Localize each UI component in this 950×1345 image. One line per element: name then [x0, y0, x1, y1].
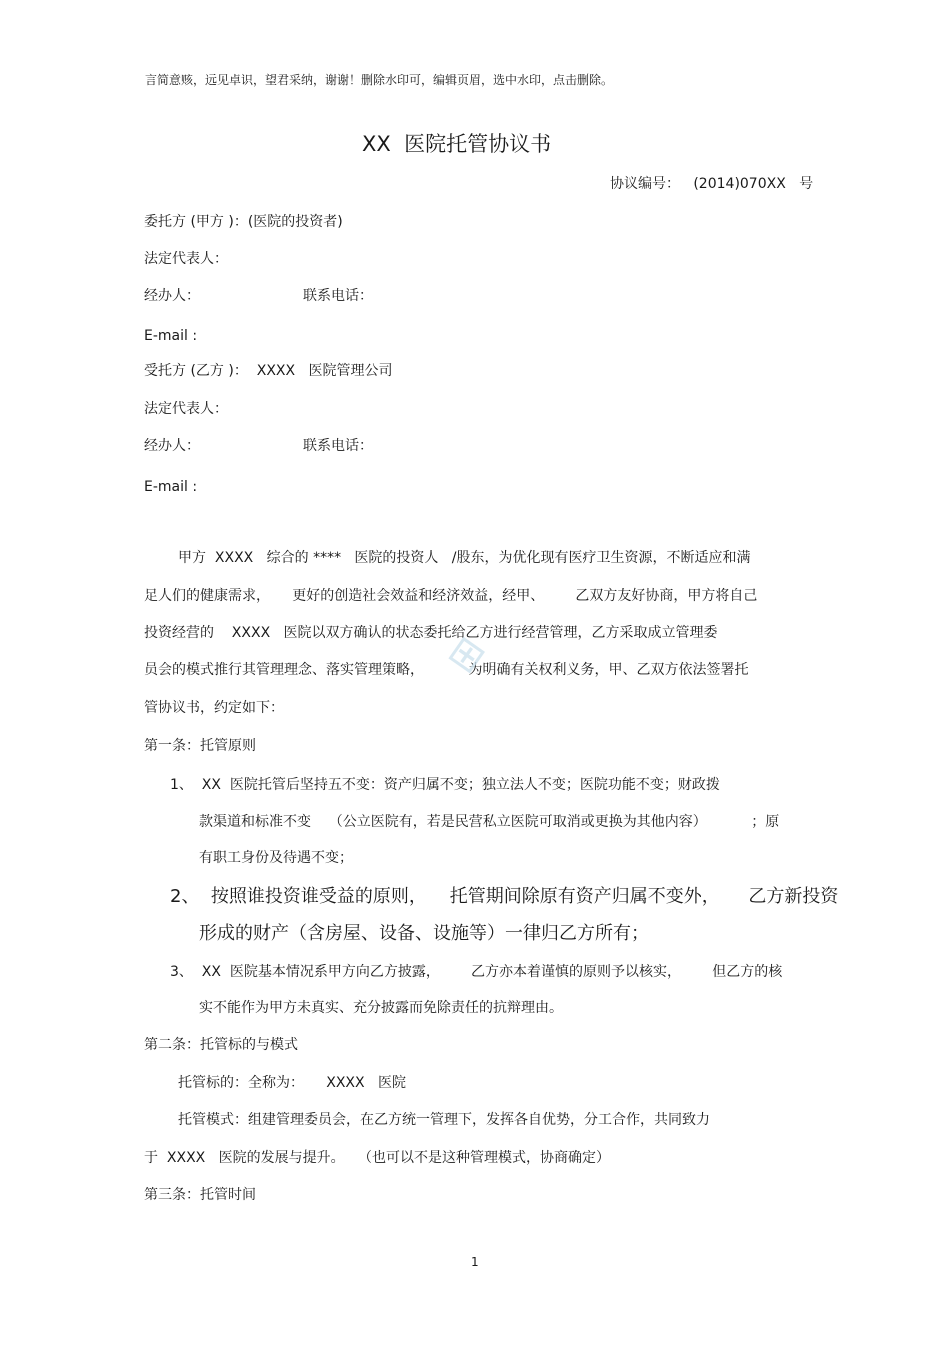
- intro-line: 足人们的健康需求， 更好的创造社会效益和经济效益，经甲、 乙双方友好协商，甲方将自己: [144, 588, 758, 604]
- article-1-item: 形成的财产（含房屋、设备、设施等）一律归乙方所有；: [199, 923, 649, 944]
- party-b-line: 受托方 (乙方 )： XXXX 医院管理公司: [144, 363, 393, 379]
- party-b-email: E-mail :: [144, 479, 198, 495]
- intro-line: 投资经营的 XXXX 医院以双方确认的状态委托给乙方进行经营管理，乙方采取成立管理委: [144, 625, 718, 641]
- intro-line: 员会的模式推行其管理理念、落实管理策略， 为明确有关权利义务，甲、乙双方依法签署托: [144, 662, 749, 678]
- article-1-item: 2、 按照谁投资谁受益的原则， 托管期间除原有资产归属不变外， 乙方新投资: [170, 886, 839, 907]
- intro-line: 甲方 XXXX 综合的 **** 医院的投资人 /股东，为优化现有医疗卫生资源，不断适应和满: [178, 550, 751, 566]
- article-1-item: 有职工身份及待遇不变；: [199, 850, 353, 866]
- agreement-number: 协议编号： (2014)070XX 号: [610, 176, 814, 192]
- party-a-phone: 联系电话：: [303, 288, 373, 304]
- intro-line: 管协议书，约定如下：: [144, 700, 284, 716]
- article-1-item: 款渠道和标准不变 （公立医院有，若是民营私立医院可取消或更换为其他内容） ；原: [199, 814, 780, 830]
- article-1-item: 实不能作为甲方未真实、充分披露而免除责任的抗辩理由。: [199, 1000, 563, 1016]
- party-b-handler: 经办人：: [144, 438, 200, 454]
- party-b-representative: 法定代表人：: [144, 401, 228, 417]
- page-header-note: 言简意赅，远见卓识，望君采纳，谢谢！删除水印可，编辑页眉，选中水印，点击删除。: [145, 73, 614, 87]
- article-1-title: 第一条：托管原则: [144, 738, 256, 754]
- watermark-logo: ⊞: [440, 626, 494, 684]
- article-1-item: 3、 XX 医院基本情况系甲方向乙方披露， 乙方亦本着谨慎的原则予以核实， 但乙方的核: [170, 964, 783, 980]
- party-a-handler: 经办人：: [144, 288, 200, 304]
- party-b-phone: 联系电话：: [303, 438, 373, 454]
- article-2-line: 于 XXXX 医院的发展与提升。 （也可以不是这种管理模式，协商确定）: [144, 1150, 610, 1166]
- party-a-line: 委托方 (甲方 )：(医院的投资者): [144, 214, 343, 230]
- page-number: 1: [471, 1255, 479, 1269]
- document-title: XX 医院托管协议书: [362, 132, 552, 156]
- party-a-representative: 法定代表人：: [144, 251, 228, 267]
- article-1-item: 1、 XX 医院托管后坚持五不变：资产归属不变；独立法人不变；医院功能不变；财政拨: [170, 777, 720, 793]
- article-2-title: 第二条：托管标的与模式: [144, 1037, 298, 1053]
- article-3-title: 第三条：托管时间: [144, 1187, 256, 1203]
- article-2-line: 托管标的：全称为： XXXX 医院: [178, 1075, 406, 1091]
- article-2-line: 托管模式：组建管理委员会，在乙方统一管理下，发挥各自优势，分工合作，共同致力: [178, 1112, 710, 1128]
- party-a-email: E-mail :: [144, 328, 198, 344]
